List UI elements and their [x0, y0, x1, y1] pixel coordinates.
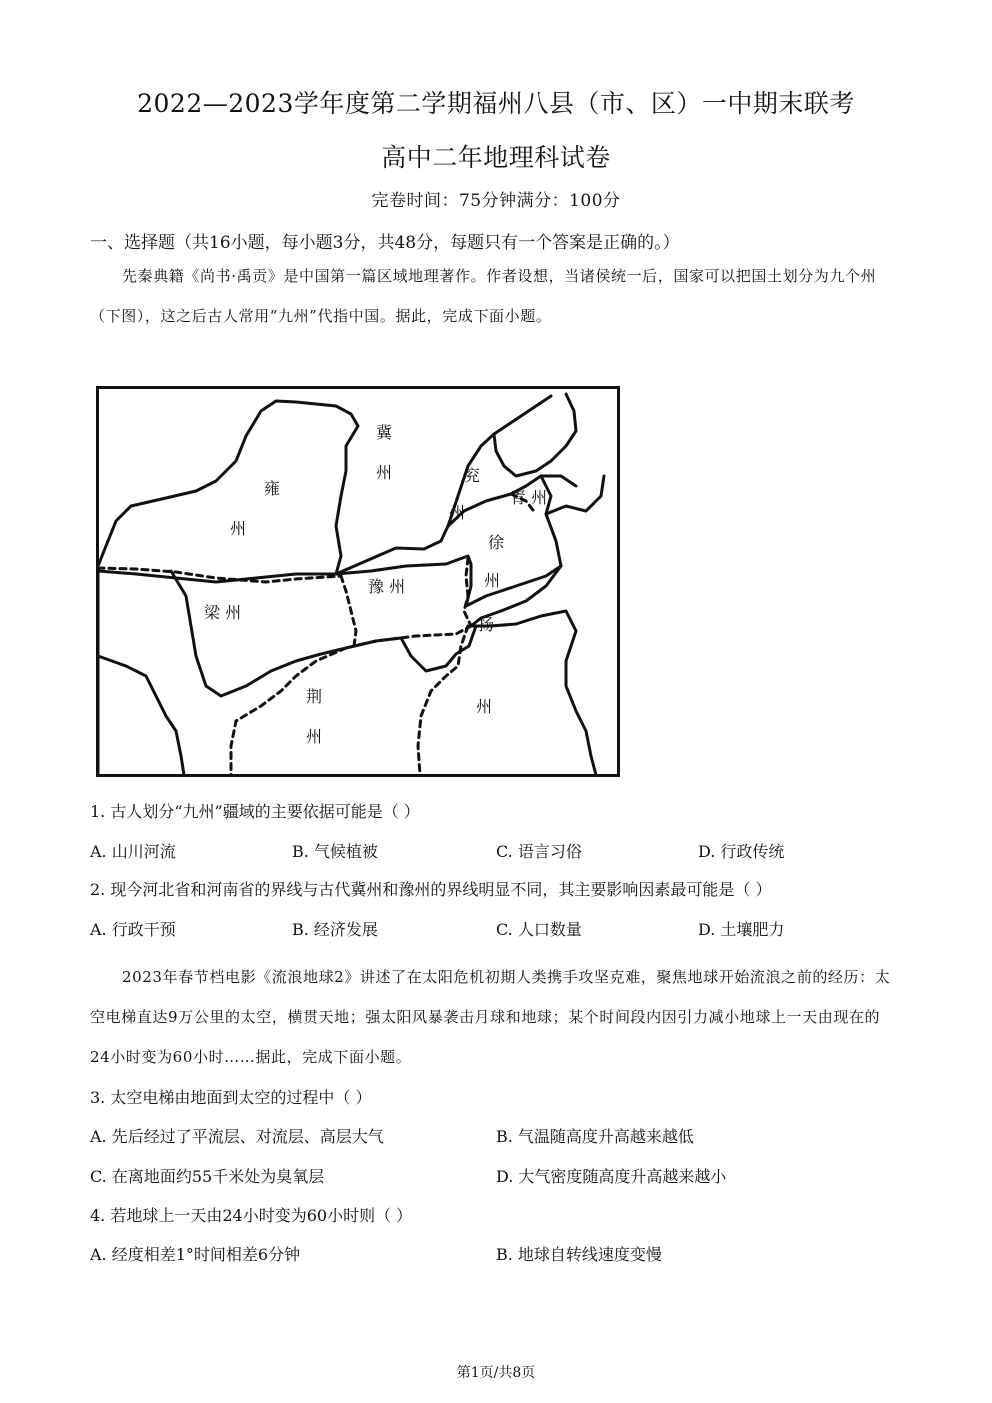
q1-option-d: D. 行政传统: [698, 842, 785, 861]
passage-1: 先秦典籍《尚书·禹贡》是中国第一篇区域地理著作。作者设想，当诸侯统一后，国家可以把国土划分为九个州（下图），这之后古人常用“九州”代指中国。据此，完成下面小题。: [90, 267, 877, 325]
q3-option-a: A. 先后经过了平流层、对流层、高层大气: [90, 1127, 384, 1146]
exam-subtitle: 高中二年地理科试卷: [381, 143, 611, 172]
map-label-yang-2: 州: [476, 697, 493, 716]
q4-option-b: B. 地球自转线速度变慢: [496, 1245, 662, 1264]
q1-option-b: B. 气候植被: [292, 842, 378, 861]
map-label-yong-1: 雍: [264, 479, 281, 498]
passage-2: 2023年春节档电影《流浪地球2》讲述了在太阳危机初期人类携手攻坚克难，聚焦地球开始流浪之前的经历：太空电梯直达9万公里的太空，横贯天地；强太阳风暴袭击月球和地球；某个时间段内因引力减小地球上一天由现在的24小时变为60小时……据此，完成下面小题。: [90, 968, 891, 1066]
page-footer: 第1页/共8页: [456, 1365, 536, 1381]
q1-option-a: A. 山川河流: [90, 842, 176, 861]
jing-yang-border: [418, 626, 468, 775]
q3-option-c: C. 在离地面约55千米处为臭氧层: [90, 1167, 325, 1186]
map-label-yang-1: 扬: [478, 615, 495, 634]
map-label-ji-2: 州: [376, 463, 393, 482]
q1-option-c: C. 语言习俗: [496, 842, 582, 861]
q2-option-c: C. 人口数量: [496, 920, 582, 939]
map-label-jing-1: 荆: [306, 687, 323, 706]
exam-title: 2022—2023学年度第二学期福州八县（市、区）一中期末联考: [137, 89, 855, 118]
map-label-ji-1: 冀: [376, 423, 393, 442]
map-label-jing-2: 州: [306, 727, 323, 746]
question-4-stem: 4. 若地球上一天由24小时变为60小时则（ ）: [90, 1206, 413, 1225]
yang-coast: [546, 476, 604, 514]
ji-boundary: [336, 396, 551, 574]
yangtze-river: [471, 611, 596, 775]
liang-yong-river: [171, 571, 476, 696]
map-label-yu: 豫 州: [368, 577, 406, 596]
huai-river: [98, 656, 184, 775]
map-label-yong-2: 州: [230, 519, 247, 538]
map-label-xu-1: 徐: [488, 533, 505, 552]
map-label-xu-2: 州: [484, 571, 501, 590]
map-label-yan-1: 兖: [464, 466, 481, 485]
q2-option-b: B. 经济发展: [292, 920, 378, 939]
exam-info: 完卷时间：75分钟满分：100分: [371, 191, 621, 211]
yong-boundary: [98, 401, 358, 574]
ji-yu-border: [341, 576, 471, 646]
section-heading: 一、选择题（共16小题，每小题3分，共48分，每题只有一个答案是正确的。）: [90, 233, 680, 253]
q3-option-d: D. 大气密度随高度升高越来越小: [496, 1167, 727, 1186]
q2-option-d: D. 土壤肥力: [698, 920, 785, 939]
question-3-stem: 3. 太空电梯由地面到太空的过程中（ ）: [90, 1088, 372, 1107]
map-label-qing: 青 州: [510, 488, 548, 507]
question-2-stem: 2. 现今河北省和河南省的界线与古代冀州和豫州的界线明显不同，其主要影响因素最可能是（ ）: [90, 880, 772, 899]
question-1-stem: 1. 古人划分“九州”疆域的主要依据可能是（ ）: [90, 802, 420, 821]
nine-provinces-map: [96, 386, 620, 777]
jing-liang-border: [231, 648, 346, 775]
q2-option-a: A. 行政干预: [90, 920, 176, 939]
map-label-liang: 梁 州: [204, 603, 242, 622]
q3-option-b: B. 气温随高度升高越来越低: [496, 1127, 694, 1146]
map-label-yan-2: 州: [449, 503, 466, 522]
q4-option-a: A. 经度相差1°时间相差6分钟: [90, 1245, 301, 1264]
